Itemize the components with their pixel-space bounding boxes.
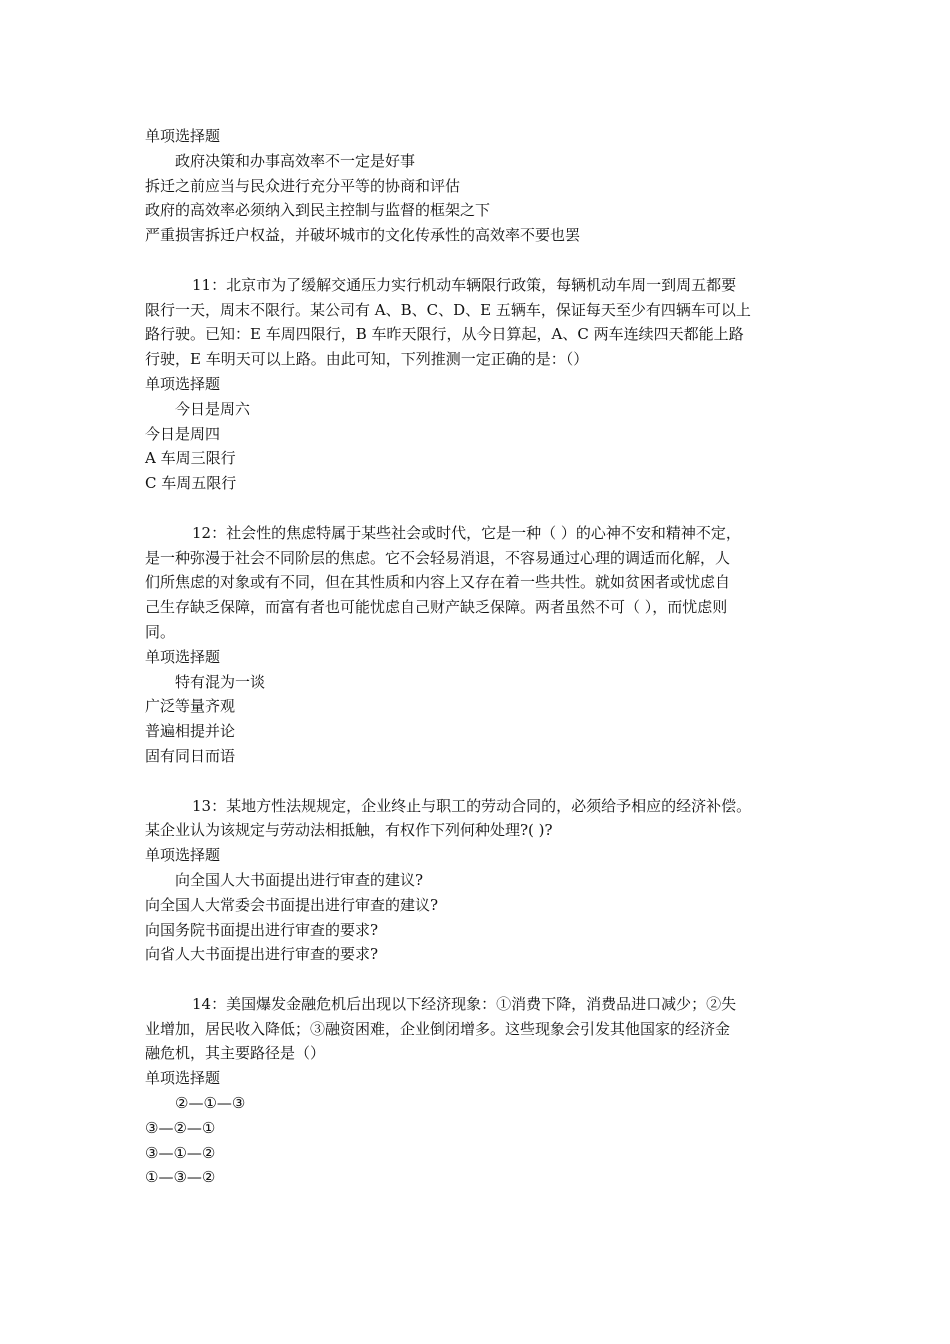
option-a: ②—①—③ <box>175 1094 246 1113</box>
option-b: 今日是周四 <box>145 424 221 443</box>
option-c: ③—①—② <box>145 1143 216 1162</box>
question-stem-line: 己生存缺乏保障，而富有者也可能忧虑自己财产缺乏保障。两者虽然不可（ ），而忧虑则 <box>145 598 728 617</box>
question-stem-line: 限行一天，周末不限行。某公司有 A、B、C、D、E 五辆车，保证每天至少有四辆车可以上 <box>145 300 751 319</box>
question-stem-line: 12：社会性的焦虑特属于某些社会或时代，它是一种（ ）的心神不安和精神不定， <box>192 523 741 542</box>
option-b: 向全国人大常委会书面提出进行审查的建议? <box>145 895 439 914</box>
question-type-label: 单项选择题 <box>145 647 221 666</box>
question-stem-line: 同。 <box>145 622 176 641</box>
question-block-prev <box>145 124 825 248</box>
option-c: 政府的高效率必须纳入到民主控制与监督的框架之下 <box>145 201 491 220</box>
option-c: 向国务院书面提出进行审查的要求? <box>145 920 379 939</box>
option-b: 拆迁之前应当与民众进行充分平等的协商和评估 <box>145 176 461 195</box>
question-stem-line: 14：美国爆发金融危机后出现以下经济现象：①消费下降，消费品进口减少；②失 <box>192 994 737 1013</box>
question-stem-line: 行驶，E 车明天可以上路。由此可知，下列推测一定正确的是：（） <box>145 350 589 369</box>
option-c: A 车周三限行 <box>145 449 236 468</box>
question-stem-line: 某企业认为该规定与劳动法相抵触，有权作下列何种处理?( )? <box>145 821 553 840</box>
question-block-14 <box>145 992 825 1190</box>
question-type-label: 单项选择题 <box>145 127 221 145</box>
question-stem-line: 是一种弥漫于社会不同阶层的焦虑。它不会轻易消退，不容易通过心理的调适而化解，人 <box>145 548 731 567</box>
option-a: 政府决策和办事高效率不一定是好事 <box>175 151 416 170</box>
question-stem-line: 融危机，其主要路径是（） <box>145 1044 326 1063</box>
option-a: 特有混为一谈 <box>175 672 266 691</box>
question-stem-line: 11：北京市为了缓解交通压力实行机动车辆限行政策，每辆机动车周一到周五都要 <box>192 275 737 294</box>
option-d: ①—③—② <box>145 1168 216 1187</box>
option-b: ③—②—① <box>145 1118 216 1137</box>
option-d: C 车周五限行 <box>145 474 237 493</box>
question-stem-line: 13：某地方性法规规定，企业终止与职工的劳动合同的，必须给予相应的经济补偿。 <box>192 796 752 815</box>
option-d: 固有同日而语 <box>145 746 236 765</box>
question-stem-line: 们所焦虑的对象或有不同，但在其性质和内容上又存在着一些共性。就如贫困者或忧虑自 <box>145 573 731 592</box>
option-b: 广泛等量齐观 <box>145 697 236 716</box>
question-type-label: 单项选择题 <box>145 1069 221 1088</box>
option-a: 今日是周六 <box>175 399 251 418</box>
option-c: 普遍相提并论 <box>145 722 236 741</box>
option-d: 向省人大书面提出进行审查的要求? <box>145 945 379 964</box>
document-page <box>145 124 825 1190</box>
question-type-label: 单项选择题 <box>145 846 221 865</box>
question-stem-line: 路行驶。已知：E 车周四限行，B 车昨天限行，从今日算起，A、C 两车连续四天都能上路 <box>145 325 744 344</box>
question-block-11 <box>145 273 825 496</box>
question-block-12 <box>145 521 825 769</box>
option-d: 严重损害拆迁户权益，并破坏城市的文化传承性的高效率不要也罢 <box>145 226 581 245</box>
option-a: 向全国人大书面提出进行审查的建议? <box>175 870 424 889</box>
question-type-label: 单项选择题 <box>145 374 221 393</box>
question-block-13 <box>145 794 825 968</box>
question-stem-line: 业增加，居民收入降低；③融资困难，企业倒闭增多。这些现象会引发其他国家的经济金 <box>145 1019 731 1038</box>
